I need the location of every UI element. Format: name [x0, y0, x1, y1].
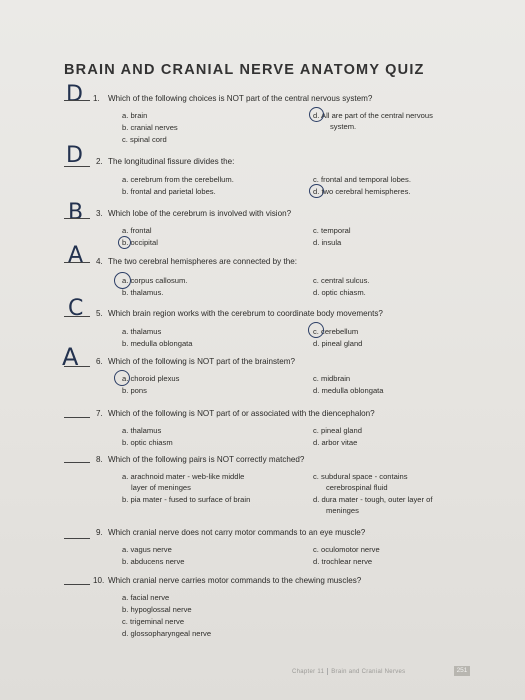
- option-10a: a. facial nerve: [122, 593, 170, 602]
- answer-blank-9: [64, 538, 90, 539]
- question-text-3: Which lobe of the cerebrum is involved with vision?: [108, 209, 292, 218]
- option-4c: c. central sulcus.: [313, 276, 370, 285]
- option-9b: b. abducens nerve: [122, 557, 185, 566]
- option-1d: d. All are part of the central nervous: [313, 111, 433, 120]
- question-text-7: Which of the following is NOT part of or associated with the diencephalon?: [108, 409, 375, 418]
- answer-blank-3: [64, 218, 90, 219]
- question-number-6: 6.: [96, 357, 103, 366]
- option-3a: a. frontal: [122, 226, 152, 235]
- page-number: 251: [454, 666, 470, 676]
- option-9d: d. trochlear nerve: [313, 557, 373, 566]
- question-number-4: 4.: [96, 257, 103, 266]
- option-6c: c. midbrain: [313, 374, 351, 383]
- option-5d: d. pineal gland: [313, 339, 363, 348]
- option-5b: b. medulla oblongata: [122, 339, 193, 348]
- option-7a: a. thalamus: [122, 426, 162, 435]
- question-number-5: 5.: [96, 309, 103, 318]
- option-1c: c. spinal cord: [122, 135, 167, 144]
- option-1b: b. cranial nerves: [122, 123, 178, 132]
- option-10b: b. hypoglossal nerve: [122, 605, 192, 614]
- option-8a: a. arachnoid mater - web-like middle: [122, 472, 245, 481]
- option-2d: d. two cerebral hemispheres.: [313, 187, 411, 196]
- footer-divider: [327, 668, 328, 675]
- option-7d: d. arbor vitae: [313, 438, 358, 447]
- option-6d: d. medulla oblongata: [313, 386, 384, 395]
- footer-section: Brain and Cranial Nerves: [331, 669, 406, 676]
- option-6b: b. pons: [122, 386, 147, 395]
- option-8a-cont: layer of meninges: [131, 483, 191, 492]
- answer-blank-8: [64, 462, 90, 463]
- option-4d: d. optic chiasm.: [313, 288, 366, 297]
- question-number-3: 3.: [96, 209, 103, 218]
- answer-blank-5: [64, 316, 90, 317]
- option-5c: c. cerebellum: [313, 327, 359, 336]
- answer-blank-2: [64, 166, 90, 167]
- handwritten-answer-6: A: [62, 343, 79, 371]
- handwritten-answer-1: D: [66, 82, 83, 107]
- option-2a: a. cerebrum from the cerebellum.: [122, 175, 234, 184]
- handwritten-answer-4: A: [68, 243, 84, 268]
- question-number-7: 7.: [96, 409, 103, 418]
- question-text-9: Which cranial nerve does not carry motor commands to an eye muscle?: [108, 528, 366, 537]
- answer-blank-6: [64, 366, 90, 367]
- handwritten-answer-3: B: [68, 200, 84, 225]
- page-title: BRAIN AND CRANIAL NERVE ANATOMY QUIZ: [64, 62, 425, 78]
- option-3b: b. occipital: [122, 238, 158, 247]
- question-text-6: Which of the following is NOT part of the brainstem?: [108, 357, 295, 366]
- option-9c: c. oculomotor nerve: [313, 545, 380, 554]
- question-text-10: Which cranial nerve carries motor commands to the chewing muscles?: [108, 576, 362, 585]
- option-6a: a. choroid plexus: [122, 374, 180, 383]
- answer-circle-1: [309, 107, 324, 122]
- option-3d: d. insula: [313, 238, 342, 247]
- option-8b: b. pia mater - fused to surface of brain: [122, 495, 251, 504]
- answer-blank-1: [64, 100, 90, 101]
- option-2c: c. frontal and temporal lobes.: [313, 175, 411, 184]
- option-4a: a. corpus callosum.: [122, 276, 188, 285]
- option-8d-cont: meninges: [326, 506, 359, 515]
- answer-blank-10: [64, 584, 90, 585]
- option-9a: a. vagus nerve: [122, 545, 172, 554]
- answer-circle-6: [114, 370, 130, 386]
- question-number-8: 8.: [96, 455, 103, 464]
- question-number-2: 2.: [96, 157, 103, 166]
- answer-blank-4: [64, 262, 90, 263]
- option-5a: a. thalamus: [122, 327, 162, 336]
- answer-circle-4: [114, 272, 131, 289]
- option-8c-cont: cerebrospinal fluid: [326, 483, 388, 492]
- question-text-8: Which of the following pairs is NOT correctly matched?: [108, 455, 305, 464]
- answer-blank-7: [64, 417, 90, 418]
- option-1d-cont: system.: [330, 122, 357, 131]
- question-number-10: 10.: [93, 576, 105, 585]
- handwritten-answer-2: D: [66, 143, 83, 168]
- option-4b: b. thalamus.: [122, 288, 164, 297]
- option-7c: c. pineal gland: [313, 426, 362, 435]
- option-8d: d. dura mater - tough, outer layer of: [313, 495, 433, 504]
- answer-circle-3: [118, 236, 131, 249]
- footer-chapter: Chapter 11: [292, 669, 325, 676]
- answer-circle-2: [309, 184, 324, 198]
- question-text-4: The two cerebral hemispheres are connected by the:: [108, 257, 297, 266]
- option-10d: d. glossopharyngeal nerve: [122, 629, 212, 638]
- option-10c: c. trigeminal nerve: [122, 617, 185, 626]
- question-number-1: 1.: [93, 94, 100, 103]
- option-3c: c. temporal: [313, 226, 351, 235]
- question-text-5: Which brain region works with the cerebrum to coordinate body movements?: [108, 309, 383, 318]
- option-8c: c. subdural space - contains: [313, 472, 408, 481]
- question-text-1: Which of the following choices is NOT part of the central nervous system?: [108, 94, 373, 103]
- option-1a: a. brain: [122, 111, 148, 120]
- page-footer: [292, 668, 405, 675]
- question-text-2: The longitudinal fissure divides the:: [108, 157, 235, 166]
- answer-circle-5: [308, 322, 324, 338]
- option-7b: b. optic chiasm: [122, 438, 173, 447]
- handwritten-answer-5: C: [68, 296, 84, 321]
- question-number-9: 9.: [96, 528, 103, 537]
- option-2b: b. frontal and parietal lobes.: [122, 187, 216, 196]
